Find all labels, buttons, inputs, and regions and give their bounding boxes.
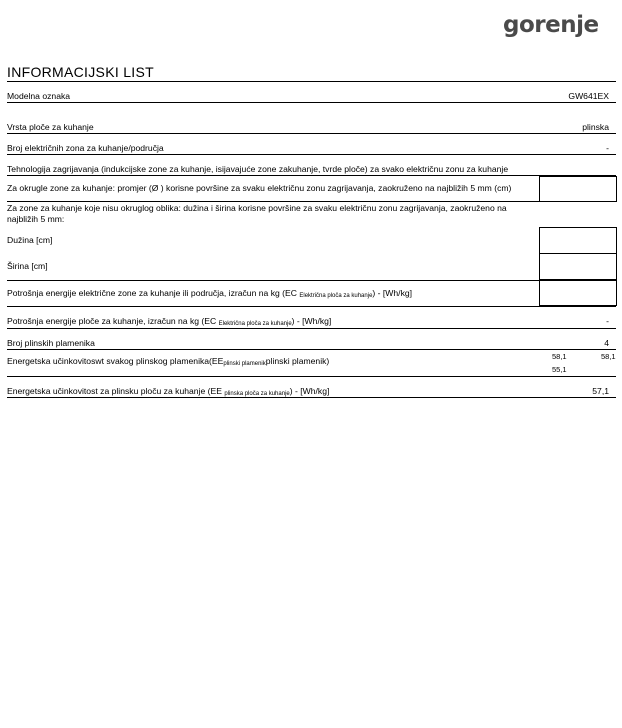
divider <box>7 201 616 202</box>
page-title: INFORMACIJSKI LIST <box>7 64 154 80</box>
technology-label: Tehnologija zagrijavanja (indukcijske zone za kuhanje, isijavajuće zone zakuhanje, tvrde ploče) za svako električnu zonu za kuhanje <box>7 164 509 174</box>
divider <box>7 397 616 398</box>
hob-energy-value: - <box>606 316 609 326</box>
hob-efficiency-label: Energetska učinkovitost za plinsku ploču za kuhanje (EE $_{plinska ploča za kuhanje}$) - [Wh/kg] <box>7 386 330 397</box>
burner-efficiency-value: 58,1 <box>601 352 616 361</box>
burner-efficiency-label: Energetska učinkovitoswt svakog plinskog $plamenika(EE_{plinski plamenik}plinski$ plamenik) <box>7 356 330 367</box>
divider <box>7 376 616 377</box>
model-value: GW641EX <box>568 91 609 101</box>
divider <box>7 102 616 103</box>
hob-type-label: Vrsta ploče za kuhanje <box>7 122 94 132</box>
burner-efficiency-value: 58,1 <box>552 352 567 361</box>
divider <box>7 306 616 307</box>
burners-value: 4 <box>604 338 609 348</box>
burners-label: Broj plinskih plamenika <box>7 338 95 348</box>
divider <box>7 133 616 134</box>
non-round-label-2: najbližih 5 mm: <box>7 214 65 224</box>
divider <box>7 349 616 350</box>
hob-type-value: plinska <box>582 122 609 132</box>
hob-efficiency-value: 57,1 <box>592 386 609 396</box>
hob-energy-label: Potrošnja energije ploče za kuhanje, izračun na kg (EC $_{Električna ploča za kuhanje}$) - [Wh/kg] <box>7 316 332 327</box>
round-zones-label: Za okrugle zone za kuhanje: promjer (Ø ) korisne površine za svaku električnu zonu zagrijavanja, zaokruženo na najbližih 5 mm (cm) <box>7 183 512 193</box>
width-value-box <box>539 253 617 280</box>
brand-logo: gorenje <box>503 12 599 38</box>
length-label: Dužina [cm] <box>7 235 53 245</box>
divider <box>7 175 616 176</box>
burner-efficiency-value: 55,1 <box>552 365 567 374</box>
electric-zones-value: - <box>606 143 609 153</box>
round-zones-value-box <box>539 176 617 202</box>
electric-zones-label: Broj električnih zona za kuhanje/područja <box>7 143 164 153</box>
divider <box>7 154 616 155</box>
title-divider <box>7 81 616 82</box>
length-value-box <box>539 227 617 254</box>
zone-energy-value-box <box>539 280 617 306</box>
divider <box>7 280 616 281</box>
zone-energy-label: Potrošnja energije električne zone za kuhanje ili područja, izračun na kg (EC $_{Električna ploča za kuhanje}$) - [Wh/kg] <box>7 288 413 299</box>
model-label: Modelna oznaka <box>7 91 71 101</box>
divider <box>7 328 616 329</box>
non-round-label-1: Za zone za kuhanje koje nisu okruglog oblika: dužina i širina korisne površine za svaku električnu zonu zagrijavanja, zaokruženo na <box>7 203 507 213</box>
width-label: Širina [cm] <box>7 261 48 271</box>
